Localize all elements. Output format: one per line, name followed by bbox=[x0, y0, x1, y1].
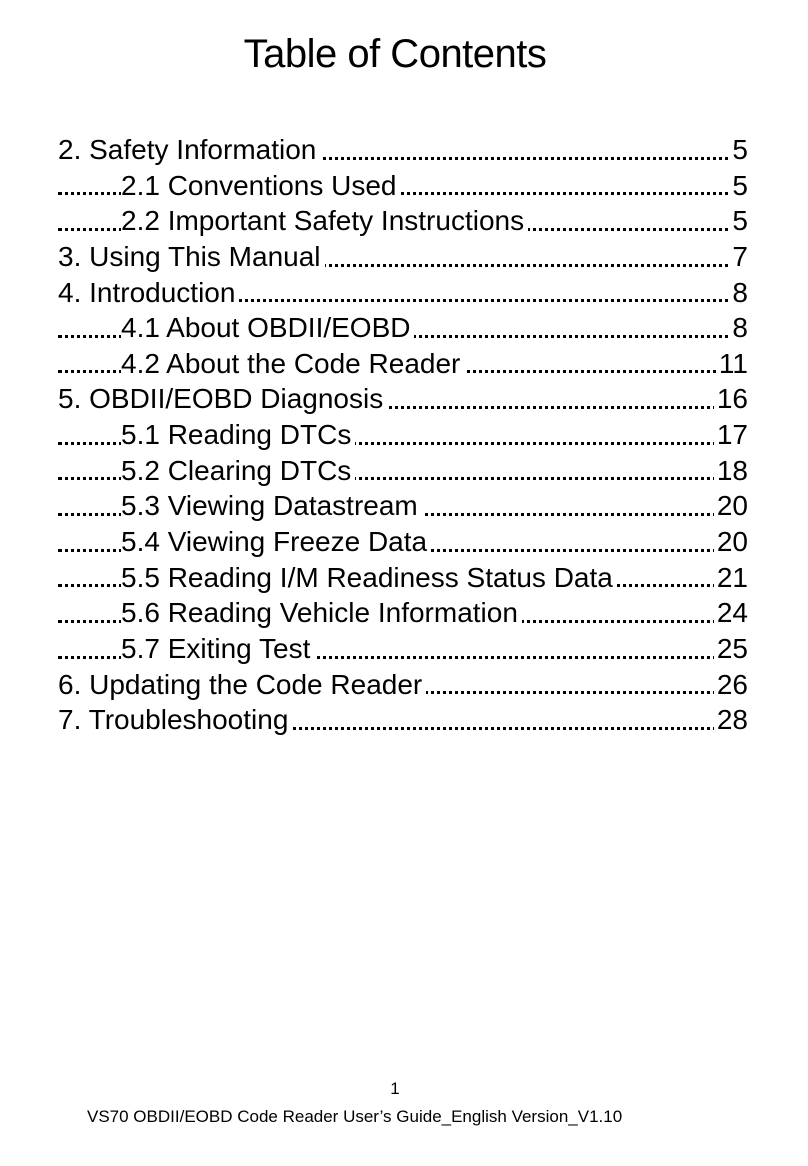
toc-entry-page: 18 bbox=[714, 453, 748, 489]
toc-entry-label: 4.1 About OBDII/EOBD bbox=[121, 312, 414, 343]
toc-entry-label: 2.1 Conventions Used bbox=[121, 170, 401, 201]
toc-entry-clearing-dtcs[interactable] bbox=[58, 453, 748, 489]
toc-entry-page: 25 bbox=[714, 631, 748, 667]
toc-entry-page: 28 bbox=[714, 702, 748, 738]
toc-entry-label: 2. Safety Information bbox=[58, 134, 320, 165]
toc-entry-label: 5.6 Reading Vehicle Information bbox=[121, 597, 522, 628]
toc-entry-label: 2.2 Important Safety Instructions bbox=[121, 205, 528, 236]
toc-entry-label: 5.3 Viewing Datastream bbox=[121, 490, 422, 521]
toc-entry-conventions-used[interactable] bbox=[58, 168, 748, 204]
toc-entry-using-this-manual[interactable] bbox=[58, 239, 748, 275]
toc-entry-about-the-code-reader[interactable] bbox=[58, 346, 748, 382]
toc-entry-page: 5 bbox=[729, 132, 748, 168]
toc-entry-page: 20 bbox=[714, 524, 748, 560]
toc-entry-page: 17 bbox=[714, 417, 748, 453]
toc-entry-page: 5 bbox=[729, 203, 748, 239]
toc-entry-exiting-test[interactable] bbox=[58, 631, 748, 667]
toc-entry-label: 5.4 Viewing Freeze Data bbox=[121, 526, 431, 557]
toc-entry-label: 4.2 About the Code Reader bbox=[121, 348, 464, 379]
toc-entry-page: 11 bbox=[716, 346, 748, 382]
toc-entry-page: 26 bbox=[714, 667, 748, 703]
toc-entry-label: 5. OBDII/EOBD Diagnosis bbox=[58, 383, 387, 414]
toc-entry-label: 5.1 Reading DTCs bbox=[121, 419, 355, 450]
table-of-contents bbox=[58, 132, 748, 738]
page-title: Table of Contents bbox=[243, 32, 547, 76]
toc-entry-about-obdii-eobd[interactable] bbox=[58, 310, 748, 346]
toc-entry-label: 3. Using This Manual bbox=[58, 241, 325, 272]
toc-entry-page: 21 bbox=[714, 560, 748, 596]
toc-entry-page: 16 bbox=[714, 381, 748, 417]
page-number: 1 bbox=[390, 1079, 400, 1098]
toc-entry-reading-dtcs[interactable] bbox=[58, 417, 748, 453]
toc-entry-label: 6. Updating the Code Reader bbox=[58, 669, 426, 700]
toc-entry-viewing-datastream[interactable] bbox=[58, 488, 748, 524]
toc-entry-label: 5.5 Reading I/M Readiness Status Data bbox=[121, 562, 617, 593]
toc-entry-viewing-freeze-data[interactable] bbox=[58, 524, 748, 560]
toc-entry-label: 5.2 Clearing DTCs bbox=[121, 455, 355, 486]
toc-entry-page: 7 bbox=[729, 239, 748, 275]
toc-entry-page: 8 bbox=[729, 310, 748, 346]
toc-entry-label: 4. Introduction bbox=[58, 277, 239, 308]
toc-entry-page: 20 bbox=[714, 488, 748, 524]
toc-entry-obdii-eobd-diagnosis[interactable] bbox=[58, 381, 748, 417]
toc-entry-important-safety-instructions[interactable] bbox=[58, 203, 748, 239]
toc-entry-page: 8 bbox=[729, 275, 748, 311]
toc-entry-page: 24 bbox=[714, 595, 748, 631]
toc-entry-label: 5.7 Exiting Test bbox=[121, 633, 314, 664]
toc-entry-label: 7. Troubleshooting bbox=[58, 704, 292, 735]
toc-entry-introduction[interactable] bbox=[58, 275, 748, 311]
toc-entry-troubleshooting[interactable] bbox=[58, 702, 748, 738]
document-footer: VS70 OBDII/EOBD Code Reader User’s Guide_English Version_V1.10 bbox=[87, 1107, 623, 1126]
toc-entry-safety-information[interactable] bbox=[58, 132, 748, 168]
toc-entry-page: 5 bbox=[729, 168, 748, 204]
toc-entry-reading-vehicle-information[interactable] bbox=[58, 595, 748, 631]
toc-entry-updating-the-code-reader[interactable] bbox=[58, 667, 748, 703]
toc-entry-reading-im-readiness[interactable] bbox=[58, 560, 748, 596]
